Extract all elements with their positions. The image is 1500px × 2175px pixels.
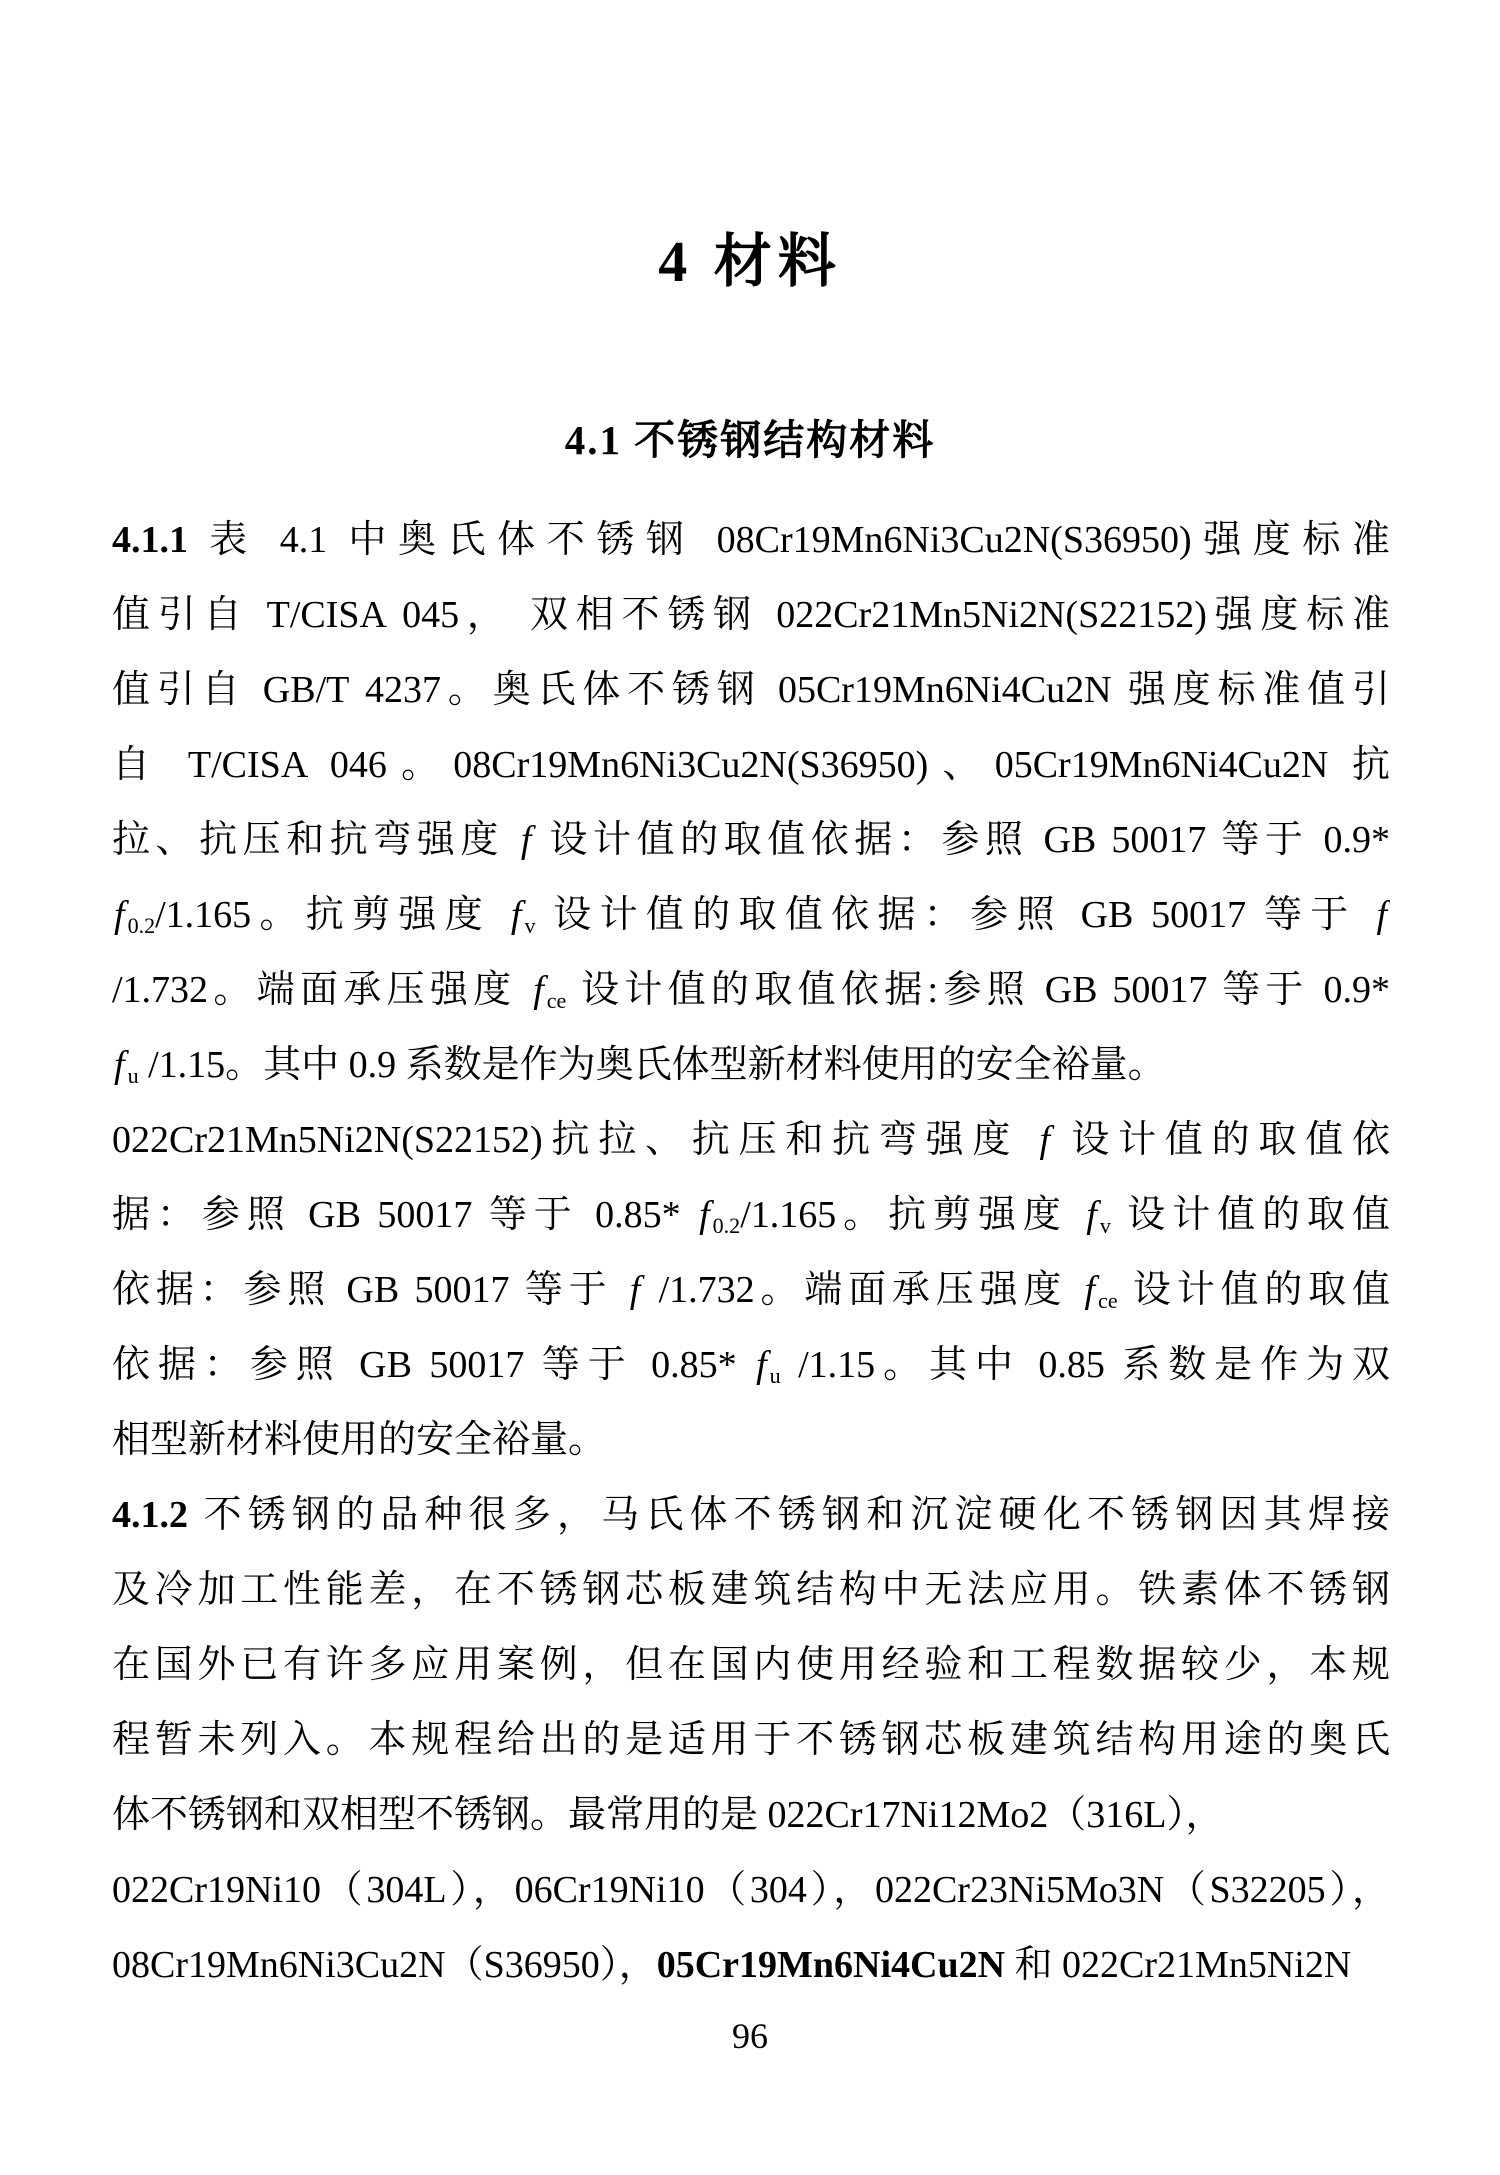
page-number: 96 <box>732 2016 768 2056</box>
text-line <box>112 1403 1390 1478</box>
text-segment-plain: 设计值的取值依据：参照 GB 50017 等于 0.9* <box>534 819 1390 861</box>
text-line <box>112 1178 1390 1253</box>
text-line <box>112 1553 1390 1628</box>
text-segment-italic: f <box>1376 894 1388 936</box>
text-line <box>112 578 1390 653</box>
text-segment-plain: 自 T/CISA 046。08Cr19Mn6Ni3Cu2N(S36950)、05Cr19Mn6Ni4Cu2N 抗 <box>112 744 1390 786</box>
text-segment-italic: f <box>629 1269 641 1311</box>
text-line <box>112 1928 1390 2003</box>
text-segment-sub: 0.2 <box>127 913 156 939</box>
text-line <box>112 1703 1390 1778</box>
text-segment-bold: 05Cr19Mn6Ni4Cu2N <box>656 1944 1006 1986</box>
text-segment-sub: ce <box>546 988 567 1014</box>
text-line <box>112 503 1390 578</box>
text-segment-plain: 值引自 GB/T 4237。奥氏体不锈钢 05Cr19Mn6Ni4Cu2N 强度标准值引 <box>112 669 1390 711</box>
text-segment-plain: 设计值的取值 <box>1110 1194 1390 1236</box>
text-line <box>112 1253 1390 1328</box>
text-line <box>112 1628 1390 1703</box>
text-segment-plain: 在国外已有许多应用案例，但在国内使用经验和工程数据较少，本规 <box>112 1644 1390 1686</box>
text-segment-plain: 022Cr19Ni10（304L），06Cr19Ni10（304），022Cr23Ni5Mo3N（S32205）， <box>112 1869 1390 1911</box>
text-segment-plain: /1.15。其中 0.85 系数是作为双 <box>780 1344 1390 1386</box>
text-segment-italic: f <box>756 1344 767 1386</box>
text-line <box>112 653 1390 728</box>
text-segment-plain: 设计值的取值依据：参照 GB 50017 等于 <box>535 894 1375 936</box>
text-segment-italic: f <box>520 819 532 861</box>
text-segment-plain: 设计值的取值依 <box>1053 1119 1390 1161</box>
text-segment-plain: 022Cr21Mn5Ni2N(S22152)抗拉、抗压和抗弯强度 <box>112 1119 1038 1161</box>
text-segment-plain: 拉、抗压和抗弯强度 <box>112 819 519 861</box>
text-segment-italic: f <box>510 894 522 936</box>
text-segment-plain: 及冷加工性能差，在不锈钢芯板建筑结构中无法应用。铁素体不锈钢 <box>112 1569 1390 1611</box>
text-segment-plain: 体不锈钢和双相型不锈钢。最常用的是 022Cr17Ni12Mo2（316L）， <box>112 1794 1224 1836</box>
text-segment-plain: 设计值的取值依据:参照 GB 50017 等于 0.9* <box>566 969 1390 1011</box>
text-segment-plain: 表 4.1 中奥氏体不锈钢 08Cr19Mn6Ni3Cu2N(S36950)强度标准 <box>188 519 1390 561</box>
text-segment-bold: 4.1.1 <box>112 519 188 561</box>
text-segment-plain: 值引自 T/CISA 045， 双相不锈钢 022Cr21Mn5Ni2N(S22152)强度标准 <box>112 594 1390 636</box>
text-segment-sub: v <box>1099 1213 1111 1239</box>
text-segment-plain: 依据：参照 GB 50017 等于 0.85* <box>112 1344 755 1386</box>
text-segment-sub: 0.2 <box>712 1213 741 1239</box>
text-line <box>112 803 1390 878</box>
text-line <box>112 1778 1390 1853</box>
text-segment-italic: f <box>114 1044 125 1086</box>
text-segment-plain: 不锈钢的品种很多，马氏体不锈钢和沉淀硬化不锈钢因其焊接 <box>188 1494 1390 1536</box>
text-segment-plain: /1.165。抗剪强度 <box>155 894 509 936</box>
text-segment-plain: /1.732。端面承压强度 <box>643 1269 1083 1311</box>
text-line <box>112 1478 1390 1553</box>
text-segment-sub: ce <box>1098 1288 1118 1314</box>
text-segment-sub: u <box>127 1063 139 1089</box>
chapter-title: 4 材料 <box>658 229 842 294</box>
text-segment-plain: 依据：参照 GB 50017 等于 <box>112 1269 628 1311</box>
text-segment-plain: 程暂未列入。本规程给出的是适用于不锈钢芯板建筑结构用途的奥氏 <box>112 1719 1390 1761</box>
text-segment-sub: v <box>524 913 536 939</box>
text-line <box>112 1853 1390 1928</box>
text-segment-plain: /1.165。抗剪强度 <box>740 1194 1085 1236</box>
text-segment-plain: 据：参照 GB 50017 等于 0.85* <box>112 1194 698 1236</box>
text-segment-italic: f <box>1086 1194 1097 1236</box>
text-segment-italic: f <box>114 894 125 936</box>
text-line <box>112 1028 1390 1103</box>
body-lines <box>112 503 1390 2003</box>
text-line <box>112 728 1390 803</box>
text-segment-plain: 和 022Cr21Mn5Ni2N <box>1005 1944 1352 1986</box>
text-segment-plain: 相型新材料使用的安全裕量。 <box>112 1419 607 1461</box>
text-segment-plain: 08Cr19Mn6Ni3Cu2N（S36950）， <box>112 1944 657 1986</box>
text-segment-italic: f <box>533 969 544 1011</box>
text-line <box>112 878 1390 953</box>
text-line <box>112 1103 1390 1178</box>
text-segment-sub: u <box>769 1363 781 1389</box>
text-segment-plain: /1.15。其中 0.9 系数是作为奥氏体型新材料使用的安全裕量。 <box>138 1044 1166 1086</box>
text-line <box>112 1328 1390 1403</box>
text-line <box>112 953 1390 1028</box>
text-segment-plain: /1.732。端面承压强度 <box>112 969 532 1011</box>
text-segment-italic: f <box>1039 1119 1051 1161</box>
text-segment-italic: f <box>699 1194 710 1236</box>
text-segment-italic: f <box>1084 1269 1096 1311</box>
section-heading: 4.1 不锈钢结构材料 <box>564 417 936 463</box>
text-segment-plain: 设计值的取值 <box>1117 1269 1390 1311</box>
text-segment-bold: 4.1.2 <box>112 1494 188 1536</box>
